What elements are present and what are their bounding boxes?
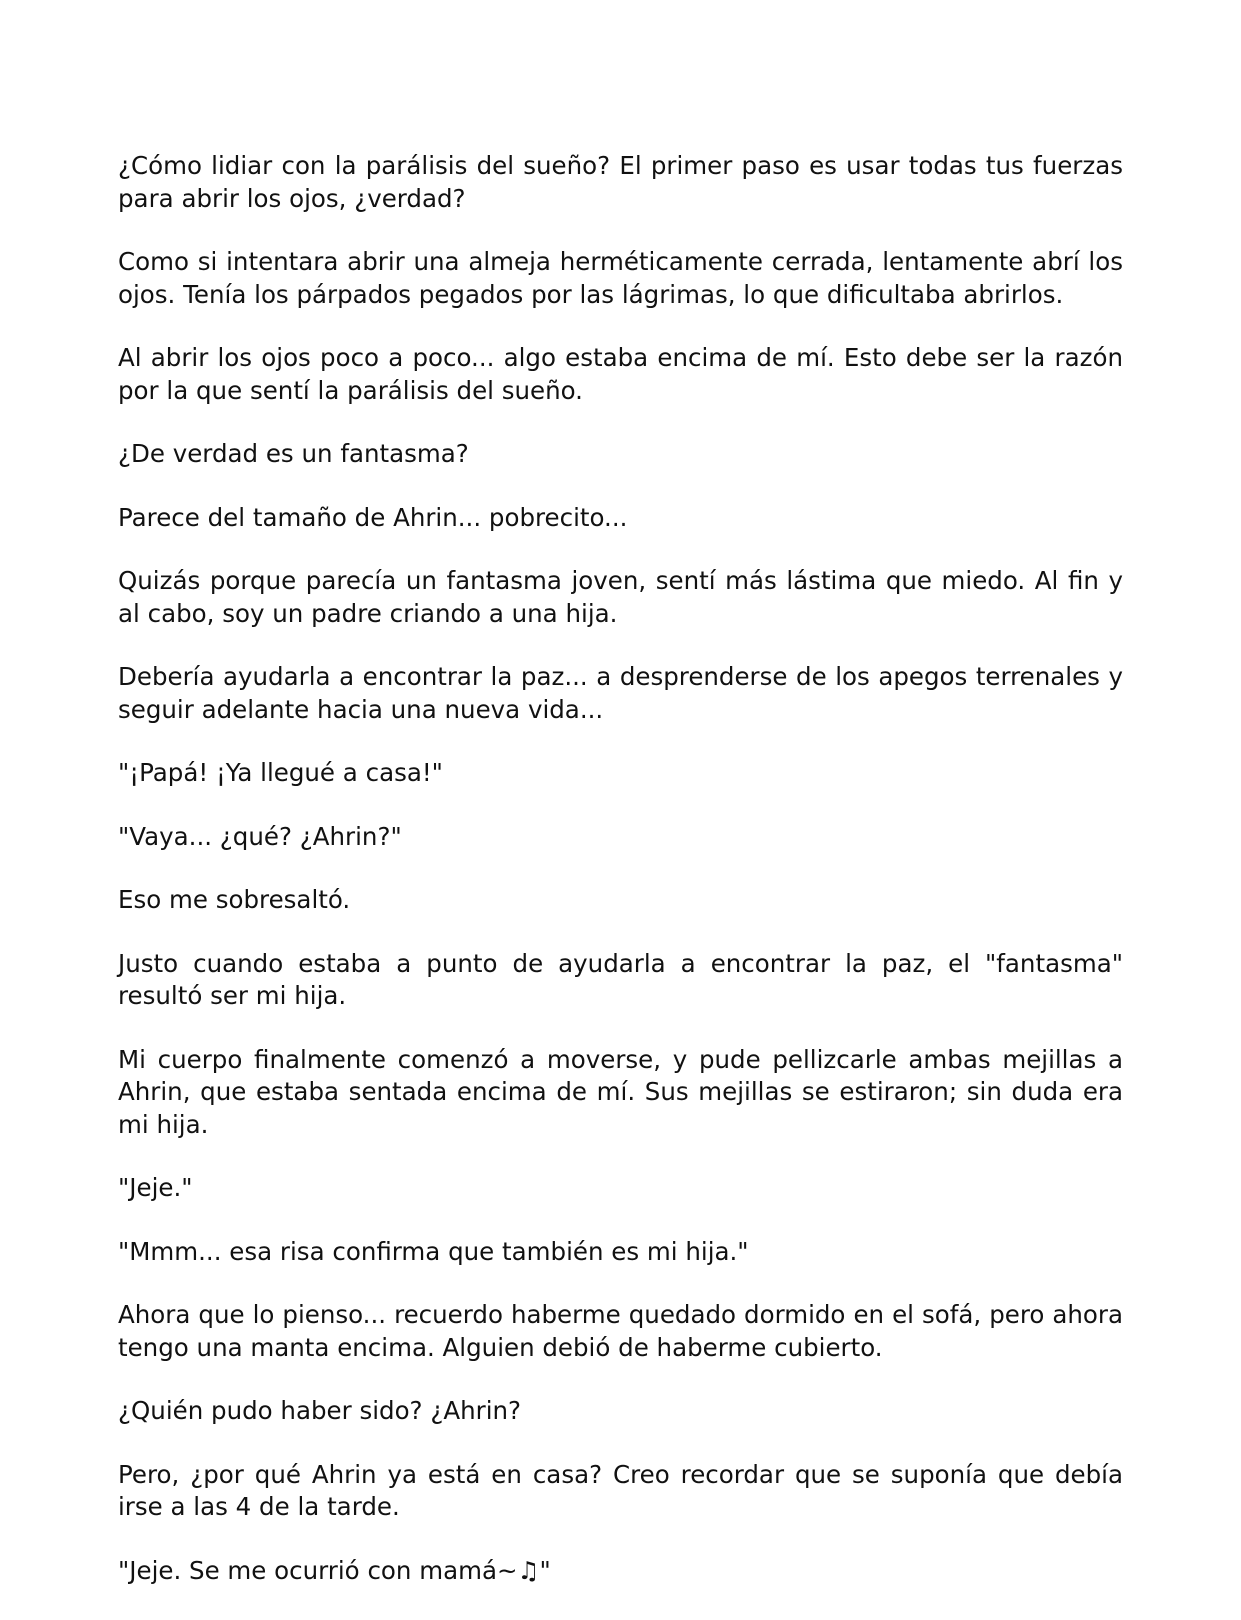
paragraph: "Jeje. Se me ocurrió con mamá~♫" bbox=[118, 1555, 551, 1585]
paragraph: Eso me sobresaltó. bbox=[118, 885, 351, 914]
paragraph: "Vaya... ¿qué? ¿Ahrin?" bbox=[118, 821, 402, 851]
paragraph: "Mmm... esa risa confirma que también es mi hija." bbox=[118, 1236, 749, 1266]
paragraph: Justo cuando estaba a punto de ayudarla a encontrar la paz, el "fantasma" resultó ser mi hija. bbox=[118, 948, 1123, 1010]
paragraph: "¡Papá! ¡Ya llegué a casa!" bbox=[118, 758, 443, 787]
document-body bbox=[118, 150, 1123, 1587]
paragraph: Ahora que lo pienso... recuerdo haberme quedado dormido en el sofá, pero ahora tengo una manta encima. Alguien debió de haberme cubierto. bbox=[118, 1300, 1123, 1362]
paragraph: Pero, ¿por qué Ahrin ya está en casa? Creo recordar que se suponía que debía irse a las 4 de la tarde. bbox=[118, 1459, 1123, 1521]
paragraph: Quizás porque parecía un fantasma joven, sentí más lástima que miedo. Al fin y al cabo, soy un padre criando a una hija. bbox=[118, 566, 1123, 628]
paragraph: Debería ayudarla a encontrar la paz... a desprenderse de los apegos terrenales y seguir adelante hacia una nueva vida... bbox=[118, 662, 1123, 724]
paragraph: ¿De verdad es un fantasma? bbox=[118, 439, 469, 468]
paragraph: "Jeje." bbox=[118, 1173, 193, 1202]
paragraph: Parece del tamaño de Ahrin... pobrecito... bbox=[118, 502, 628, 532]
paragraph: Al abrir los ojos poco a poco... algo estaba encima de mí. Esto debe ser la razón por la que sentí la parálisis del sueño. bbox=[118, 343, 1123, 405]
paragraph: ¿Cómo lidiar con la parálisis del sueño? El primer paso es usar todas tus fuerzas para abrir los ojos, ¿verdad? bbox=[118, 151, 1123, 213]
paragraph: Como si intentara abrir una almeja herméticamente cerrada, lentamente abrí los ojos. Tenía los párpados pegados por las lágrimas, lo que dificultaba abrirlos. bbox=[118, 247, 1123, 309]
paragraph: Mi cuerpo finalmente comenzó a moverse, y pude pellizcarle ambas mejillas a Ahrin, que estaba sentada encima de mí. Sus mejillas se estiraron; sin duda era mi hija. bbox=[118, 1044, 1123, 1139]
paragraph: ¿Quién pudo haber sido? ¿Ahrin? bbox=[118, 1396, 522, 1425]
